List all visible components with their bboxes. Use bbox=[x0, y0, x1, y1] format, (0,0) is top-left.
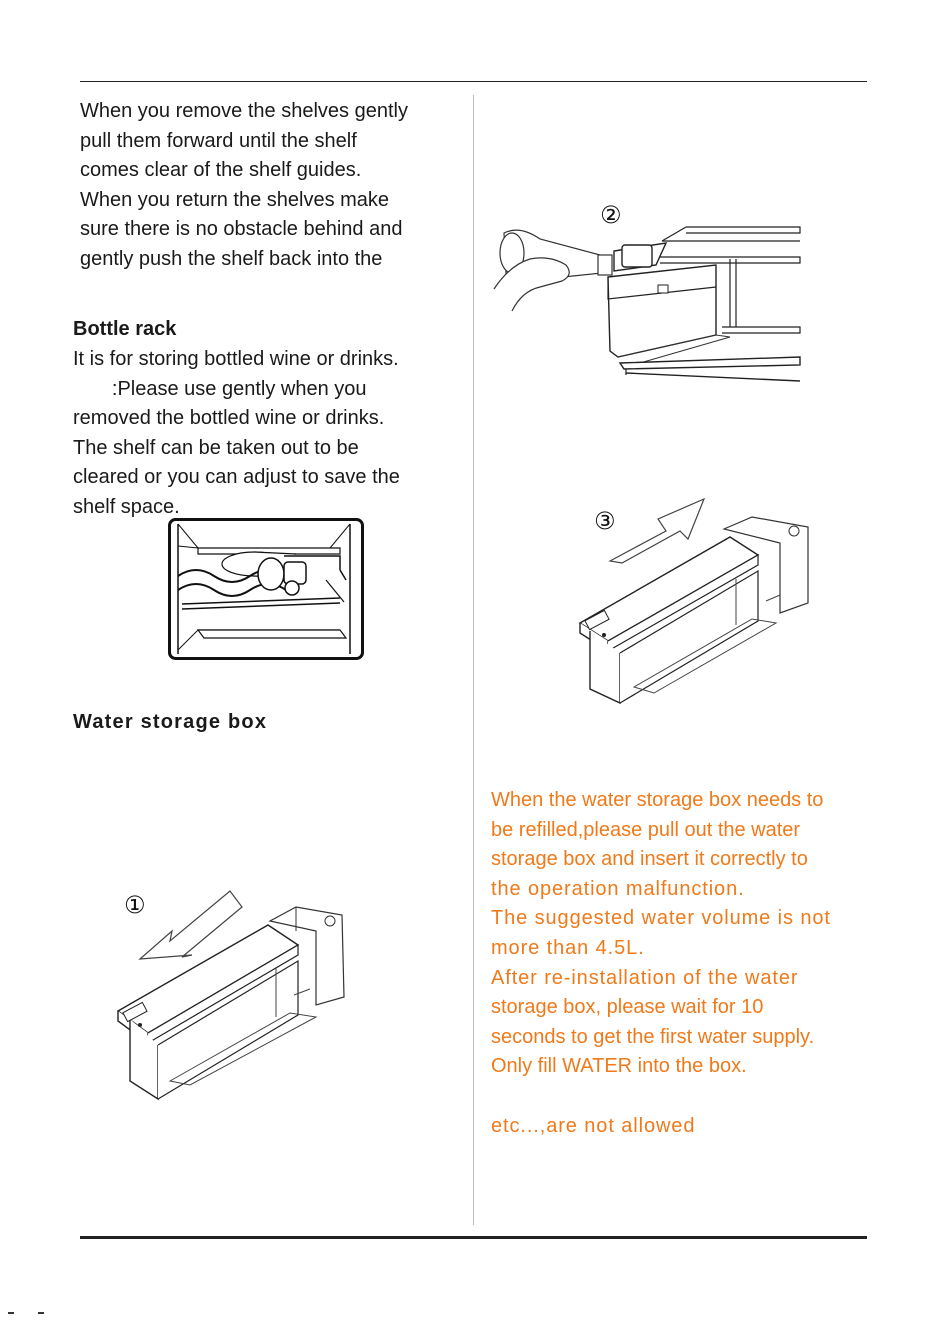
step-1-remove-box-illustration bbox=[110, 885, 355, 1105]
note-line: When the water storage box needs to bbox=[491, 789, 824, 811]
header-rule bbox=[80, 81, 867, 82]
footer-mark bbox=[8, 1312, 14, 1314]
text-line: It is for storing bottled wine or drinks. bbox=[73, 348, 399, 370]
step-3-marker: ③ bbox=[594, 507, 616, 535]
shelves-instructions bbox=[80, 97, 408, 275]
text-line: comes clear of the shelf guides. bbox=[80, 159, 362, 182]
text-line: :Please use gently when you bbox=[73, 377, 367, 400]
step-3-insert-box-illustration bbox=[576, 495, 812, 707]
text-line: When you return the shelves make bbox=[80, 188, 390, 211]
note-line: the operation malfunction. bbox=[491, 877, 745, 900]
note-line: be refilled,please pull out the water bbox=[491, 818, 801, 841]
note-line: The suggested water volume is not bbox=[491, 907, 831, 930]
bottle-rack-heading: Bottle rack bbox=[73, 318, 177, 340]
text-line: pull them forward until the shelf bbox=[80, 129, 357, 152]
text-line: When you remove the shelves gently bbox=[80, 100, 408, 122]
column-divider bbox=[473, 95, 474, 1225]
text-line: sure there is no obstacle behind and bbox=[80, 218, 403, 241]
note-line: Only fill WATER into the box. bbox=[491, 1055, 747, 1078]
text-line: The shelf can be taken out to be bbox=[73, 436, 359, 459]
footer-rule bbox=[80, 1236, 867, 1239]
water-storage-box-heading: Water storage box bbox=[73, 711, 268, 733]
bottle-rack-description bbox=[73, 345, 400, 523]
water-box-notes bbox=[491, 786, 831, 1141]
text-line: cleared or you can adjust to save the bbox=[73, 466, 400, 489]
note-line: etc...,are not allowed bbox=[491, 1114, 696, 1137]
note-line: seconds to get the first water supply. bbox=[491, 1025, 815, 1048]
note-line: storage box and insert it correctly to bbox=[491, 848, 808, 871]
note-line: storage box, please wait for 10 bbox=[491, 996, 764, 1019]
note-line: more than 4.5L. bbox=[491, 936, 645, 959]
text-line: gently push the shelf back into the bbox=[80, 247, 383, 270]
text-line: shelf space. bbox=[73, 495, 180, 518]
text-line: removed the bottled wine or drinks. bbox=[73, 407, 385, 430]
step-2-marker: ② bbox=[600, 201, 622, 229]
step-2-box-in-cabinet-illustration bbox=[490, 195, 802, 387]
bottle-rack-illustration bbox=[168, 518, 364, 660]
step-1-marker: ① bbox=[124, 891, 146, 919]
note-line: After re-installation of the water bbox=[491, 966, 799, 989]
note-line bbox=[491, 1082, 831, 1112]
footer-mark bbox=[38, 1312, 44, 1314]
